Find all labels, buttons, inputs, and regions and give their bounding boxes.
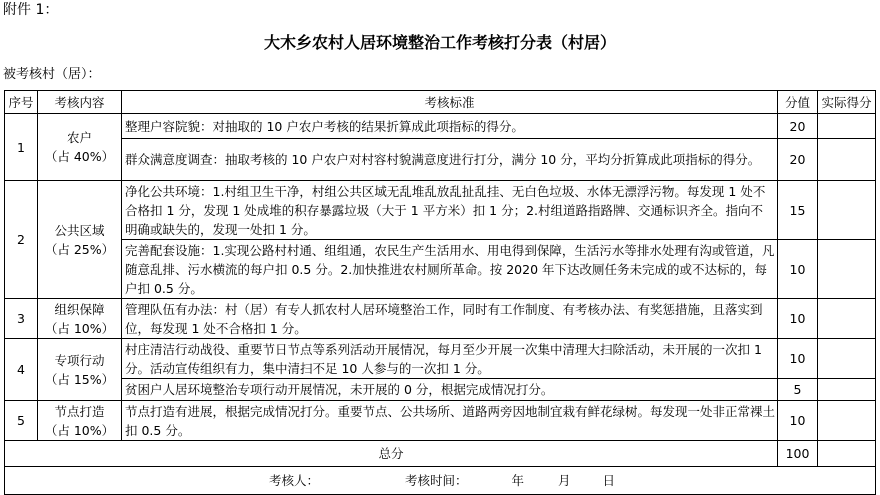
- table-row: [5, 379, 876, 401]
- content-name: 组织保障: [54, 301, 105, 317]
- table-row: [5, 181, 876, 240]
- actual-score-cell[interactable]: [818, 240, 876, 299]
- year-label: 年: [511, 473, 524, 488]
- standard-cell: 整理户容院貌：对抽取的 10 户农户考核的结果折算成此项指标的得分。: [122, 114, 778, 139]
- table-header-row: [5, 91, 876, 114]
- village-label: 被考核村（居）：: [3, 67, 101, 82]
- month-label: 月: [557, 473, 571, 488]
- table-row: [5, 339, 876, 379]
- actual-score-cell[interactable]: [818, 139, 876, 181]
- standard-cell: 管理队伍有办法：村（居）有专人抓农村人居环境整治工作，同时有工作制度、有考核办法、有奖惩措施，且落实到位，每发现 1 处不合格扣 1 分。: [122, 299, 778, 339]
- actual-score-cell[interactable]: [818, 181, 876, 240]
- row-no: 1: [5, 114, 38, 181]
- content-weight: （占 15%）: [44, 371, 115, 387]
- standard-cell: 净化公共环境：1.村组卫生干净，村组公共区域无乱堆乱放乱扯乱挂、无白色垃圾、水体无漂浮污物。每发现 1 处不合格扣 1 分，发现 1 处成堆的积存暴露垃圾（大于 1 平方米）扣 1 分；2.村组道路指路牌、交通标识齐全。指向不明确或缺失的，发现一处扣 1 分。: [122, 181, 778, 240]
- row-content: [38, 181, 122, 299]
- row-content: [38, 114, 122, 181]
- header-no: 序号: [5, 91, 38, 114]
- standard-cell: 完善配套设施：1.实现公路村村通、组组通，农民生产生活用水、用电得到保障，生活污水等排水处理有沟或管道，凡随意乱排、污水横流的每户扣 0.5 分。2.加快推进农村厕所革命。按 2020 年下达改厕任务未完成的或不达标的，每户扣 0.5 分。: [122, 240, 778, 299]
- actual-score-cell[interactable]: [818, 339, 876, 379]
- total-actual-score-cell[interactable]: [818, 441, 876, 467]
- score-cell: 10: [778, 299, 818, 339]
- score-cell: 10: [778, 339, 818, 379]
- score-cell: 15: [778, 181, 818, 240]
- score-cell: 5: [778, 379, 818, 401]
- assessor-label: 考核人：: [269, 473, 320, 488]
- row-no: 5: [5, 401, 38, 441]
- row-content: [38, 299, 122, 339]
- table-row: [5, 299, 876, 339]
- header-actual-score: 实际得分: [818, 91, 876, 114]
- row-no: 3: [5, 299, 38, 339]
- table-row: [5, 240, 876, 299]
- standard-cell: 贫困户人居环境整治专项行动开展情况，未开展的 0 分，根据完成情况打分。: [122, 379, 778, 401]
- total-label: 总分: [5, 441, 778, 467]
- row-no: 4: [5, 339, 38, 401]
- score-cell: 20: [778, 114, 818, 139]
- attachment-label: 附件 1：: [3, 2, 59, 18]
- actual-score-cell[interactable]: [818, 379, 876, 401]
- signature-row: [5, 467, 876, 495]
- row-no: 2: [5, 181, 38, 299]
- row-content: [38, 339, 122, 401]
- table-row: [5, 139, 876, 181]
- content-weight: （占 25%）: [44, 241, 115, 257]
- standard-cell: 村庄清洁行动战役、重要节日节点等系列活动开展情况，每月至少开展一次集中清理大扫除活动，未开展的一次扣 1 分。活动宣传组织有力，集中清扫不足 10 人参与的一次扣 1 分。: [122, 339, 778, 379]
- actual-score-cell[interactable]: [818, 401, 876, 441]
- actual-score-cell[interactable]: [818, 299, 876, 339]
- content-weight: （占 40%）: [44, 149, 115, 164]
- page-title: 大木乡农村人居环境整治工作考核打分表（村居）: [263, 33, 616, 52]
- content-name: 公共区域: [54, 222, 105, 238]
- score-cell: 10: [778, 401, 818, 441]
- content-weight: （占 10%）: [44, 422, 115, 438]
- content-name: 专项行动: [54, 352, 105, 368]
- score-cell: 20: [778, 139, 818, 181]
- total-row: [5, 441, 876, 467]
- assessment-time-label: 考核时间：: [404, 473, 468, 488]
- signature-cell: [5, 467, 876, 495]
- standard-cell: 群众满意度调查：抽取考核的 10 户农户对村容村貌满意度进行打分，满分 10 分，平均分折算成此项指标的得分。: [122, 139, 778, 181]
- score-cell: 10: [778, 240, 818, 299]
- total-score: 100: [778, 441, 818, 467]
- table-row: [5, 401, 876, 441]
- row-content: [38, 401, 122, 441]
- header-score: 分值: [778, 91, 818, 114]
- actual-score-cell[interactable]: [818, 114, 876, 139]
- content-name: 节点打造: [54, 403, 105, 419]
- standard-cell: 节点打造有进展，根据完成情况打分。重要节点、公共场所、道路两旁因地制宜栽有鲜花绿树。每发现一处非正常裸土扣 0.5 分。: [122, 401, 778, 441]
- content-name: 农户: [66, 130, 92, 145]
- header-content: 考核内容: [38, 91, 122, 114]
- table-row: [5, 114, 876, 139]
- content-weight: （占 10%）: [44, 320, 115, 336]
- day-label: 日: [602, 473, 615, 488]
- header-standard: 考核标准: [122, 91, 778, 114]
- assessment-table: [4, 90, 876, 495]
